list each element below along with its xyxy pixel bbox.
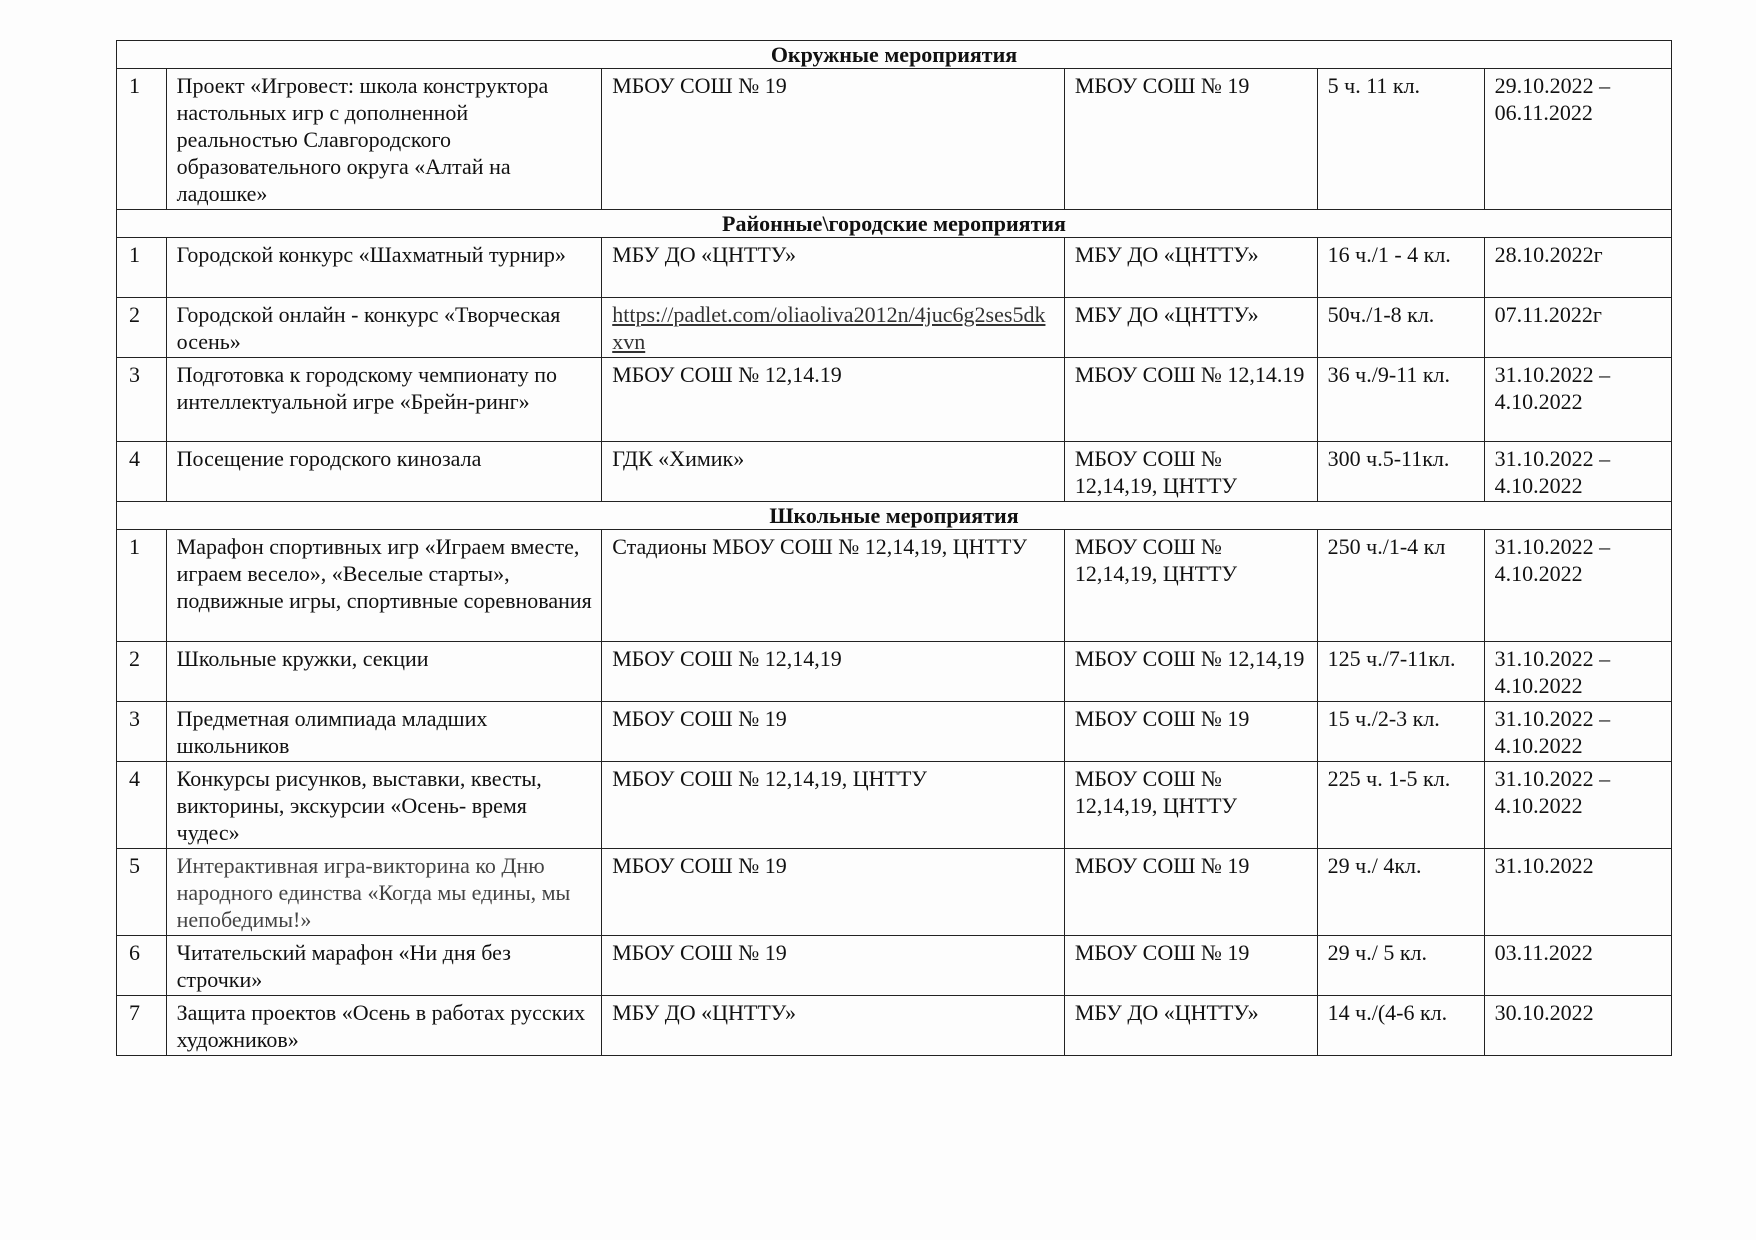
event-participants: 29 ч./ 4кл.: [1317, 849, 1484, 936]
event-participants: 15 ч./2-3 кл.: [1317, 702, 1484, 762]
event-date: 07.11.2022г: [1484, 298, 1671, 358]
event-place: ГДК «Химик»: [602, 442, 1065, 502]
table-row: [117, 530, 1672, 642]
row-number: 1: [117, 530, 167, 642]
row-number: 5: [117, 849, 167, 936]
row-number: 3: [117, 702, 167, 762]
row-number: 1: [117, 69, 167, 210]
table-row: [117, 849, 1672, 936]
event-participants: 16 ч./1 - 4 кл.: [1317, 238, 1484, 298]
event-date: 31.10.2022 – 4.10.2022: [1484, 530, 1671, 642]
row-number: 7: [117, 996, 167, 1056]
event-date: 03.11.2022: [1484, 936, 1671, 996]
event-date: 31.10.2022: [1484, 849, 1671, 936]
event-participants: 300 ч.5-11кл.: [1317, 442, 1484, 502]
section-header-row: [117, 41, 1672, 69]
event-organizer: МБОУ СОШ № 12,14.19: [1064, 358, 1317, 442]
event-name: Посещение городского кинозала: [166, 442, 602, 502]
event-name: Проект «Игровест: школа конструктора настольных игр с дополненной реальностью Славгородского образовательного округа «Алтай на ладошке»: [166, 69, 602, 210]
events-table: [116, 40, 1672, 1056]
event-organizer: МБОУ СОШ № 19: [1064, 849, 1317, 936]
section-title: Школьные мероприятия: [117, 502, 1672, 530]
table-row: [117, 762, 1672, 849]
table-row: [117, 298, 1672, 358]
table-row: [117, 358, 1672, 442]
table-row: [117, 996, 1672, 1056]
row-number: 4: [117, 442, 167, 502]
event-place: МБОУ СОШ № 12,14,19, ЦНТТУ: [602, 762, 1065, 849]
event-participants: 5 ч. 11 кл.: [1317, 69, 1484, 210]
event-name: Школьные кружки, секции: [166, 642, 602, 702]
event-name: Подготовка к городскому чемпионату по интеллектуальной игре «Брейн-ринг»: [166, 358, 602, 442]
section-header-row: [117, 210, 1672, 238]
event-participants: 50ч./1-8 кл.: [1317, 298, 1484, 358]
event-place: МБОУ СОШ № 19: [602, 702, 1065, 762]
table-row: [117, 238, 1672, 298]
row-number: 6: [117, 936, 167, 996]
event-organizer: МБОУ СОШ № 12,14,19, ЦНТТУ: [1064, 762, 1317, 849]
event-name: Конкурсы рисунков, выставки, квесты, викторины, экскурсии «Осень- время чудес»: [166, 762, 602, 849]
event-organizer: МБОУ СОШ № 19: [1064, 936, 1317, 996]
event-organizer: МБОУ СОШ № 12,14,19, ЦНТТУ: [1064, 530, 1317, 642]
table-row: [117, 442, 1672, 502]
table-row: [117, 642, 1672, 702]
event-place: МБУ ДО «ЦНТТУ»: [602, 996, 1065, 1056]
event-place: МБОУ СОШ № 12,14.19: [602, 358, 1065, 442]
event-participants: 29 ч./ 5 кл.: [1317, 936, 1484, 996]
event-name: Городской конкурс «Шахматный турнир»: [166, 238, 602, 298]
event-date: 28.10.2022г: [1484, 238, 1671, 298]
row-number: 2: [117, 298, 167, 358]
event-organizer: МБОУ СОШ № 19: [1064, 69, 1317, 210]
event-place: МБУ ДО «ЦНТТУ»: [602, 238, 1065, 298]
event-participants: 36 ч./9-11 кл.: [1317, 358, 1484, 442]
section-title: Районные\городские мероприятия: [117, 210, 1672, 238]
event-name: Интерактивная игра-викторина ко Дню народного единства «Когда мы едины, мы непобедимы!»: [166, 849, 602, 936]
table-row: [117, 936, 1672, 996]
padlet-link[interactable]: https://padlet.com/oliaoliva2012n/4juc6g2ses5dkxvn: [612, 302, 1046, 354]
event-participants: 225 ч. 1-5 кл.: [1317, 762, 1484, 849]
section-title: Окружные мероприятия: [117, 41, 1672, 69]
event-place: МБОУ СОШ № 19: [602, 936, 1065, 996]
row-number: 1: [117, 238, 167, 298]
event-place: МБОУ СОШ № 19: [602, 849, 1065, 936]
table-row: [117, 69, 1672, 210]
event-organizer: МБОУ СОШ № 12,14,19, ЦНТТУ: [1064, 442, 1317, 502]
event-organizer: МБУ ДО «ЦНТТУ»: [1064, 298, 1317, 358]
event-name: Защита проектов «Осень в работах русских художников»: [166, 996, 602, 1056]
event-name: Городской онлайн - конкурс «Творческая осень»: [166, 298, 602, 358]
event-date: 31.10.2022 – 4.10.2022: [1484, 442, 1671, 502]
event-organizer: МБОУ СОШ № 19: [1064, 702, 1317, 762]
event-date: 31.10.2022 – 4.10.2022: [1484, 642, 1671, 702]
event-place: [602, 298, 1065, 358]
event-participants: 125 ч./7-11кл.: [1317, 642, 1484, 702]
event-date: 30.10.2022: [1484, 996, 1671, 1056]
event-organizer: МБУ ДО «ЦНТТУ»: [1064, 996, 1317, 1056]
event-participants: 250 ч./1-4 кл: [1317, 530, 1484, 642]
row-number: 2: [117, 642, 167, 702]
event-participants: 14 ч./(4-6 кл.: [1317, 996, 1484, 1056]
event-name: Читательский марафон «Ни дня без строчки»: [166, 936, 602, 996]
event-organizer: МБОУ СОШ № 12,14,19: [1064, 642, 1317, 702]
row-number: 4: [117, 762, 167, 849]
event-place: Стадионы МБОУ СОШ № 12,14,19, ЦНТТУ: [602, 530, 1065, 642]
event-date: 31.10.2022 – 4.10.2022: [1484, 762, 1671, 849]
section-header-row: [117, 502, 1672, 530]
event-organizer: МБУ ДО «ЦНТТУ»: [1064, 238, 1317, 298]
event-date: 31.10.2022 – 4.10.2022: [1484, 358, 1671, 442]
event-name: Предметная олимпиада младших школьников: [166, 702, 602, 762]
event-place: МБОУ СОШ № 19: [602, 69, 1065, 210]
event-name: Марафон спортивных игр «Играем вместе, играем весело», «Веселые старты», подвижные игры, спортивные соревнования: [166, 530, 602, 642]
event-date: 29.10.2022 – 06.11.2022: [1484, 69, 1671, 210]
event-date: 31.10.2022 – 4.10.2022: [1484, 702, 1671, 762]
row-number: 3: [117, 358, 167, 442]
table-row: [117, 702, 1672, 762]
event-place: МБОУ СОШ № 12,14,19: [602, 642, 1065, 702]
